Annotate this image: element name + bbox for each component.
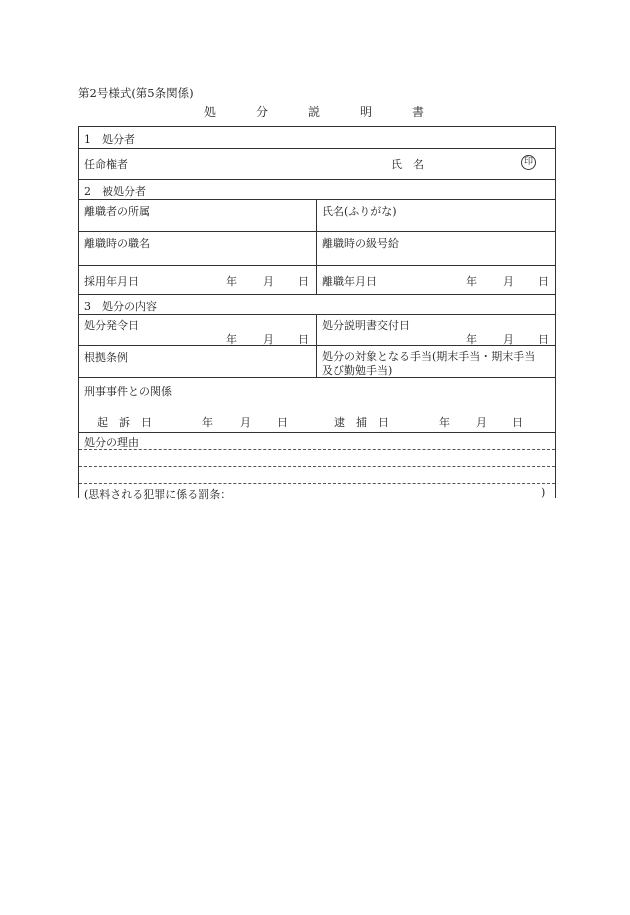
- hire-year-unit: 年: [226, 275, 237, 288]
- position-label: 離職時の職名: [84, 237, 150, 250]
- separation-date-label: 離職年月日: [322, 275, 377, 288]
- title-char: 明: [359, 105, 372, 119]
- appointing-authority-label: 任命権者: [84, 158, 128, 171]
- column-divider: [316, 199, 317, 294]
- section1-header: 1 処分者: [84, 133, 135, 146]
- hire-day-unit: 日: [298, 275, 309, 288]
- dashed-line: [79, 466, 555, 467]
- title-char: 処: [204, 105, 217, 119]
- indictment-day-unit: 日: [277, 416, 288, 429]
- issue-year-unit: 年: [226, 333, 237, 346]
- name-label: 氏 名: [391, 158, 424, 171]
- title-char: 書: [411, 105, 424, 119]
- row-divider: [79, 148, 555, 149]
- allowance-label-line1: 処分の対象となる手当(期末手当・期末手当: [322, 350, 536, 363]
- row-divider: [79, 231, 555, 232]
- document-title: [204, 103, 424, 120]
- issue-date-label: 処分発令日: [84, 319, 139, 332]
- section3-header: 3 処分の内容: [84, 300, 157, 313]
- delivery-date-label: 処分説明書交付日: [322, 319, 410, 332]
- row-divider: [79, 294, 555, 295]
- section2-header: 2 被処分者: [84, 185, 146, 198]
- dashed-line: [79, 449, 555, 450]
- grade-salary-label: 離職時の級号給: [322, 237, 399, 250]
- row-divider: [79, 179, 555, 180]
- form-table: [78, 126, 556, 501]
- row-divider: [79, 432, 555, 433]
- row-divider: [79, 265, 555, 266]
- title-char: 説: [307, 105, 320, 119]
- name-kana-label: 氏名(ふりがな): [322, 205, 397, 218]
- separation-month-unit: 月: [503, 275, 514, 288]
- allowance-label-line2: 及び勤勉手当): [322, 364, 393, 377]
- penalty-close-paren: ): [541, 486, 546, 499]
- delivery-day-unit: 日: [538, 333, 549, 346]
- affiliation-label: 離職者の所属: [84, 205, 150, 218]
- column-divider: [316, 314, 317, 377]
- hire-month-unit: 月: [263, 275, 274, 288]
- title-char: 分: [255, 105, 268, 119]
- issue-month-unit: 月: [263, 333, 274, 346]
- indictment-year-unit: 年: [202, 416, 213, 429]
- delivery-month-unit: 月: [503, 333, 514, 346]
- separation-day-unit: 日: [538, 275, 549, 288]
- hire-date-label: 採用年月日: [84, 275, 139, 288]
- arrest-date-label: 逮 捕 日: [334, 416, 389, 429]
- row-divider: [79, 345, 555, 346]
- arrest-month-unit: 月: [476, 416, 487, 429]
- legal-basis-label: 根拠条例: [84, 351, 128, 364]
- arrest-year-unit: 年: [439, 416, 450, 429]
- delivery-year-unit: 年: [466, 333, 477, 346]
- form-id: 第2号様式(第5条関係): [78, 86, 194, 100]
- criminal-relation-label: 刑事事件との関係: [84, 385, 172, 398]
- reason-label: 処分の理由: [84, 436, 139, 449]
- arrest-day-unit: 日: [512, 416, 523, 429]
- row-divider: [79, 314, 555, 315]
- row-divider: [79, 199, 555, 200]
- seal-mark: 印: [521, 155, 536, 170]
- issue-day-unit: 日: [298, 333, 309, 346]
- indictment-date-label: 起 訴 日: [97, 416, 152, 429]
- dashed-line: [79, 483, 555, 484]
- penalty-clause-label: (思料される犯罪に係る罰条：: [84, 488, 232, 501]
- row-divider: [79, 377, 555, 378]
- separation-year-unit: 年: [466, 275, 477, 288]
- indictment-month-unit: 月: [240, 416, 251, 429]
